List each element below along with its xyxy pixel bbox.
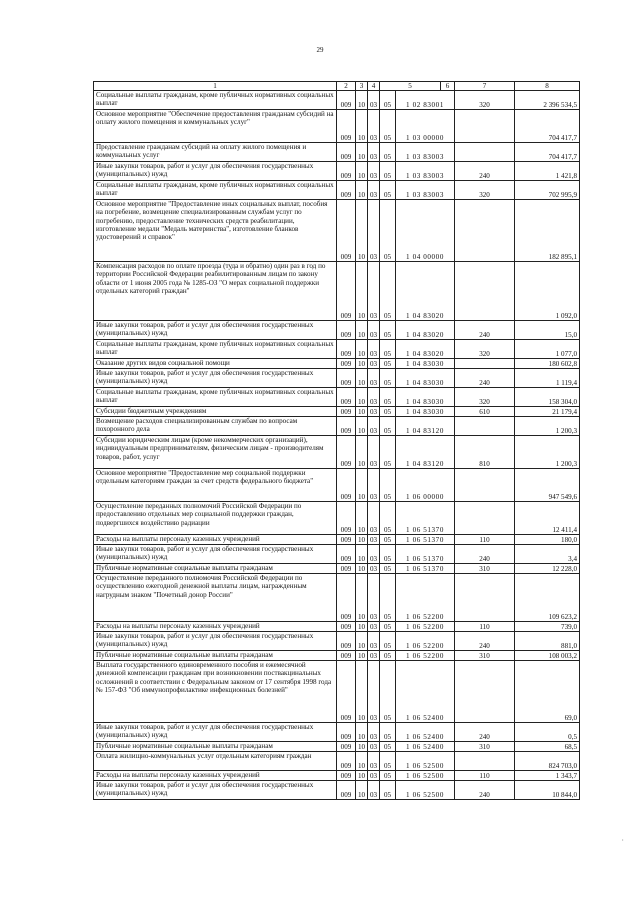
target-code-cell: 1 02 83001 [396, 91, 455, 110]
section-code-cell: 10 [356, 632, 368, 651]
expense-type-cell: 240 [455, 369, 515, 388]
section-code-cell: 10 [356, 771, 368, 781]
row-name: Осуществление переданного полномочия Российской Федерации по осуществлению ежегодной денежной выплаты лицам, награжденным нагрудным знаком "Почетный донор России" [94, 574, 337, 622]
sum-year-1-cell: 704 417,7 [515, 110, 580, 143]
section-code-cell: 10 [356, 564, 368, 574]
sum-year-1-cell: 1 092,0 [515, 262, 580, 321]
section-code-cell: 10 [356, 340, 368, 359]
subsection-code-cell: 03 [368, 661, 380, 723]
expense-type-cell: 320 [455, 91, 515, 110]
table-row [94, 545, 580, 564]
target-code-cell: 1 06 52200 [396, 622, 455, 632]
program-code-cell: 05 [380, 321, 396, 340]
table-row [94, 417, 580, 436]
subsection-code-cell: 03 [368, 752, 380, 771]
header-cell: 8 [515, 82, 580, 91]
row-name: Социальные выплаты гражданам, кроме публичных нормативных социальных выплат [94, 388, 337, 407]
target-code-cell: 1 06 00000 [396, 469, 455, 502]
program-code-cell: 05 [380, 407, 396, 417]
target-code-cell: 1 06 52500 [396, 771, 455, 781]
row-name: Субсидии бюджетным учреждениям [94, 407, 337, 417]
sum-year-1-cell: 1 200,3 [515, 436, 580, 469]
expense-type-cell: 110 [455, 535, 515, 545]
target-code-cell: 1 06 52500 [396, 752, 455, 771]
subsection-code-cell: 03 [368, 200, 380, 262]
expense-type-cell: 810 [455, 436, 515, 469]
row-name: Оплата жилищно-коммунальных услуг отдельным категориям граждан [94, 752, 337, 771]
table-row [94, 661, 580, 723]
target-code-cell: 1 06 52400 [396, 661, 455, 723]
target-code-cell: 1 06 52200 [396, 632, 455, 651]
table-row [94, 781, 580, 800]
sum-year-1-cell: 739,0 [515, 622, 580, 632]
row-name: Основное мероприятие "Предоставление мер социальной поддержки отдельным категориям граждан за счет средств федерального бюджета" [94, 469, 337, 502]
section-code-cell: 10 [356, 651, 368, 661]
subsection-code-cell: 03 [368, 321, 380, 340]
gr-code-cell: 009 [337, 340, 356, 359]
header-cell: 7 [455, 82, 515, 91]
expense-type-cell [455, 502, 515, 535]
sum-year-1-cell: 2 396 534,5 [515, 91, 580, 110]
row-name: Публичные нормативные социальные выплаты гражданам [94, 564, 337, 574]
target-code-cell: 1 06 51370 [396, 564, 455, 574]
row-name: Иные закупки товаров, работ и услуг для обеспечения государственных (муниципальных) нужд [94, 369, 337, 388]
section-code-cell: 10 [356, 369, 368, 388]
program-code-cell: 05 [380, 771, 396, 781]
header-cell: 4 [368, 82, 380, 91]
sum-year-1-cell: 15,0 [515, 321, 580, 340]
target-code-cell: 1 04 83020 [396, 340, 455, 359]
section-code-cell: 10 [356, 162, 368, 181]
row-name: Расходы на выплаты персоналу казенных учреждений [94, 535, 337, 545]
expense-type-cell: 110 [455, 622, 515, 632]
target-code-cell: 1 03 83003 [396, 143, 455, 162]
subsection-code-cell: 03 [368, 262, 380, 321]
subsection-code-cell: 03 [368, 502, 380, 535]
program-code-cell: 05 [380, 369, 396, 388]
table-row [94, 369, 580, 388]
program-code-cell: 05 [380, 535, 396, 545]
section-code-cell: 10 [356, 321, 368, 340]
target-code-cell: 1 06 51370 [396, 545, 455, 564]
subsection-code-cell: 03 [368, 781, 380, 800]
expense-type-cell: 240 [455, 781, 515, 800]
header-cell: 2 [337, 82, 356, 91]
row-name: Основное мероприятие "Предоставление иных социальных выплат, пособия на погребение, возмещение специализированным службам услуг по погребению, предоставление технических средств реабилитации, изготовление медали "Медаль материнства", изготовление бланков удостоверений и справок" [94, 200, 337, 262]
subsection-code-cell: 03 [368, 407, 380, 417]
program-code-cell: 05 [380, 91, 396, 110]
target-code-cell: 1 06 52500 [396, 781, 455, 800]
sum-year-1-cell: 881,0 [515, 632, 580, 651]
row-name: Иные закупки товаров, работ и услуг для обеспечения государственных (муниципальных) нужд [94, 162, 337, 181]
table-row [94, 771, 580, 781]
row-name: Компенсация расходов по оплате проезда (туда и обратно) один раз в год по территории Российской Федерации реабилитированным лицам по закону области от 1 июня 2005 года № 1285-ОЗ "О мерах социальной поддержки отдельных категорий граждан" [94, 262, 337, 321]
subsection-code-cell: 03 [368, 545, 380, 564]
gr-code-cell: 009 [337, 651, 356, 661]
row-name: Предоставление гражданам субсидий на оплату жилого помещения и коммунальных услуг [94, 143, 337, 162]
expense-type-cell: 310 [455, 651, 515, 661]
sum-year-1-cell: 704 417,7 [515, 143, 580, 162]
subsection-code-cell: 03 [368, 340, 380, 359]
table-row [94, 321, 580, 340]
program-code-cell: 05 [380, 359, 396, 369]
section-code-cell: 10 [356, 723, 368, 742]
target-code-cell: 1 03 00000 [396, 110, 455, 143]
target-code-cell: 1 04 83020 [396, 321, 455, 340]
expense-type-cell: 240 [455, 321, 515, 340]
sum-year-1-cell: 1 421,8 [515, 162, 580, 181]
gr-code-cell: 009 [337, 262, 356, 321]
program-code-cell: 05 [380, 632, 396, 651]
gr-code-cell: 009 [337, 110, 356, 143]
subsection-code-cell: 03 [368, 91, 380, 110]
gr-code-cell: 009 [337, 321, 356, 340]
subsection-code-cell: 03 [368, 143, 380, 162]
program-code-cell: 05 [380, 262, 396, 321]
gr-code-cell: 009 [337, 162, 356, 181]
expense-type-cell: 110 [455, 771, 515, 781]
program-code-cell: 05 [380, 388, 396, 407]
program-code-cell: 05 [380, 545, 396, 564]
target-code-cell: 1 04 83020 [396, 262, 455, 321]
section-code-cell: 10 [356, 262, 368, 321]
subsection-code-cell: 03 [368, 417, 380, 436]
table-row [94, 651, 580, 661]
expense-type-cell: 320 [455, 340, 515, 359]
gr-code-cell: 009 [337, 436, 356, 469]
gr-code-cell: 009 [337, 181, 356, 200]
expense-type-cell [455, 752, 515, 771]
sum-year-1-cell: 12 228,0 [515, 564, 580, 574]
header-cell: 1 [94, 82, 337, 91]
sum-year-1-cell: 180,0 [515, 535, 580, 545]
sum-year-1-cell: 109 623,2 [515, 574, 580, 622]
gr-code-cell: 009 [337, 574, 356, 622]
gr-code-cell: 009 [337, 469, 356, 502]
sum-year-1-cell: 824 703,0 [515, 752, 580, 771]
gr-code-cell: 009 [337, 622, 356, 632]
sum-year-1-cell: 1 119,4 [515, 369, 580, 388]
subsection-code-cell: 03 [368, 574, 380, 622]
subsection-code-cell: 03 [368, 535, 380, 545]
program-code-cell: 05 [380, 742, 396, 752]
program-code-cell: 05 [380, 651, 396, 661]
subsection-code-cell: 03 [368, 388, 380, 407]
gr-code-cell: 009 [337, 535, 356, 545]
section-code-cell: 10 [356, 469, 368, 502]
program-code-cell: 05 [380, 574, 396, 622]
sum-year-1-cell: 108 003,2 [515, 651, 580, 661]
gr-code-cell: 009 [337, 742, 356, 752]
row-name: Иные закупки товаров, работ и услуг для обеспечения государственных (муниципальных) нужд [94, 723, 337, 742]
expense-type-cell: 310 [455, 564, 515, 574]
gr-code-cell: 009 [337, 752, 356, 771]
program-code-cell: 05 [380, 340, 396, 359]
section-code-cell: 10 [356, 110, 368, 143]
section-code-cell: 10 [356, 752, 368, 771]
program-code-cell: 05 [380, 436, 396, 469]
target-code-cell: 1 06 52200 [396, 651, 455, 661]
expense-type-cell: 320 [455, 388, 515, 407]
row-name: Оказание других видов социальной помощи [94, 359, 337, 369]
target-code-cell: 1 04 83030 [396, 388, 455, 407]
subsection-code-cell: 03 [368, 622, 380, 632]
program-code-cell: 05 [380, 417, 396, 436]
section-code-cell: 10 [356, 388, 368, 407]
gr-code-cell: 009 [337, 632, 356, 651]
program-code-cell: 05 [380, 469, 396, 502]
sum-year-1-cell: 1 077,0 [515, 340, 580, 359]
table-row [94, 436, 580, 469]
section-code-cell: 10 [356, 200, 368, 262]
row-name: Выплата государственного единовременного пособия и ежемесячной денежной компенсации гражданам при возникновении поствакцинальных осложнений в соответствии с Федеральным законом от 17 сентября 1998 года № 157-ФЗ "Об иммунопрофилактике инфекционных болезней" [94, 661, 337, 723]
gr-code-cell: 009 [337, 545, 356, 564]
program-code-cell: 05 [380, 162, 396, 181]
header-cell: 6 [441, 82, 455, 91]
expense-type-cell: 310 [455, 742, 515, 752]
program-code-cell: 05 [380, 622, 396, 632]
table-row [94, 181, 580, 200]
expense-type-cell: 240 [455, 545, 515, 564]
row-name: Возмещение расходов специализированным службам по вопросам похоронного дела [94, 417, 337, 436]
table-row [94, 110, 580, 143]
table-row [94, 502, 580, 535]
expense-type-cell: 320 [455, 181, 515, 200]
section-code-cell: 10 [356, 407, 368, 417]
expense-type-cell [455, 469, 515, 502]
sum-year-1-cell: 947 549,6 [515, 469, 580, 502]
row-name: Иные закупки товаров, работ и услуг для обеспечения государственных (муниципальных) нужд [94, 632, 337, 651]
table-row [94, 622, 580, 632]
expense-type-cell [455, 661, 515, 723]
table-row [94, 723, 580, 742]
target-code-cell: 1 06 52200 [396, 574, 455, 622]
table-row [94, 752, 580, 771]
table-row [94, 742, 580, 752]
sum-year-1-cell: 180 602,8 [515, 359, 580, 369]
row-name: Социальные выплаты гражданам, кроме публичных нормативных социальных выплат [94, 91, 337, 110]
program-code-cell: 05 [380, 200, 396, 262]
program-code-cell: 05 [380, 564, 396, 574]
expense-type-cell [455, 143, 515, 162]
table-row [94, 143, 580, 162]
row-name: Основное мероприятие "Обеспечение предоставления гражданам субсидий на оплату жилого помещения и коммунальных услуг" [94, 110, 337, 143]
expense-type-cell: 240 [455, 162, 515, 181]
subsection-code-cell: 03 [368, 771, 380, 781]
sum-year-1-cell: 69,0 [515, 661, 580, 723]
gr-code-cell: 009 [337, 661, 356, 723]
program-code-cell: 05 [380, 661, 396, 723]
sum-year-1-cell: 3,4 [515, 545, 580, 564]
page-number: 29 [316, 46, 324, 54]
gr-code-cell: 009 [337, 388, 356, 407]
target-code-cell: 1 03 83003 [396, 162, 455, 181]
gr-code-cell: 009 [337, 502, 356, 535]
sum-year-1-cell: 0,5 [515, 723, 580, 742]
expense-type-cell: 240 [455, 723, 515, 742]
table-row [94, 388, 580, 407]
subsection-code-cell: 03 [368, 632, 380, 651]
gr-code-cell: 009 [337, 723, 356, 742]
program-code-cell: 05 [380, 110, 396, 143]
expense-type-cell [455, 574, 515, 622]
sum-year-1-cell: 12 411,4 [515, 502, 580, 535]
sum-year-1-cell: 68,5 [515, 742, 580, 752]
target-code-cell: 1 06 52400 [396, 723, 455, 742]
program-code-cell: 05 [380, 181, 396, 200]
expense-type-cell: 240 [455, 632, 515, 651]
row-name: Иные закупки товаров, работ и услуг для обеспечения государственных (муниципальных) нужд [94, 781, 337, 800]
row-name: Публичные нормативные социальные выплаты гражданам [94, 742, 337, 752]
subsection-code-cell: 03 [368, 162, 380, 181]
table-row [94, 162, 580, 181]
row-name: Иные закупки товаров, работ и услуг для обеспечения государственных (муниципальных) нужд [94, 545, 337, 564]
row-name: Иные закупки товаров, работ и услуг для обеспечения государственных (муниципальных) нужд [94, 321, 337, 340]
table-row [94, 535, 580, 545]
table-row [94, 359, 580, 369]
section-code-cell: 10 [356, 545, 368, 564]
section-code-cell: 10 [356, 417, 368, 436]
target-code-cell: 1 04 83030 [396, 359, 455, 369]
table-row [94, 340, 580, 359]
subsection-code-cell: 03 [368, 110, 380, 143]
target-code-cell: 1 06 52400 [396, 742, 455, 752]
expense-type-cell: 610 [455, 407, 515, 417]
subsection-code-cell: 03 [368, 436, 380, 469]
target-code-cell: 1 06 51370 [396, 502, 455, 535]
subsection-code-cell: 03 [368, 181, 380, 200]
expense-type-cell [455, 262, 515, 321]
section-code-cell: 10 [356, 436, 368, 469]
subsection-code-cell: 03 [368, 564, 380, 574]
table-row [94, 469, 580, 502]
program-code-cell: 05 [380, 143, 396, 162]
target-code-cell: 1 04 83120 [396, 417, 455, 436]
subsection-code-cell: 03 [368, 723, 380, 742]
section-code-cell: 10 [356, 91, 368, 110]
sum-year-1-cell: 10 844,0 [515, 781, 580, 800]
sum-year-1-cell: 1 343,7 [515, 771, 580, 781]
table-header-row [94, 82, 580, 91]
section-code-cell: 10 [356, 574, 368, 622]
subsection-code-cell: 03 [368, 651, 380, 661]
table-row [94, 200, 580, 262]
sum-year-1-cell: 158 304,0 [515, 388, 580, 407]
expense-type-cell [455, 417, 515, 436]
row-name: Расходы на выплаты персоналу казенных учреждений [94, 622, 337, 632]
expense-type-cell [455, 359, 515, 369]
target-code-cell: 1 04 00000 [396, 200, 455, 262]
gr-code-cell: 009 [337, 200, 356, 262]
gr-code-cell: 009 [337, 407, 356, 417]
subsection-code-cell: 03 [368, 359, 380, 369]
gr-code-cell: 009 [337, 91, 356, 110]
section-code-cell: 10 [356, 181, 368, 200]
subsection-code-cell: 03 [368, 742, 380, 752]
expense-type-cell [455, 200, 515, 262]
header-cell: 5 [380, 82, 441, 91]
program-code-cell: 05 [380, 502, 396, 535]
gr-code-cell: 009 [337, 781, 356, 800]
program-code-cell: 05 [380, 752, 396, 771]
row-name: Осуществление переданных полномочий Российской Федерации по предоставлению отдельных мер социальной поддержки граждан, подвергшихся воздействию радиации [94, 502, 337, 535]
target-code-cell: 1 03 83003 [396, 181, 455, 200]
target-code-cell: 1 06 51370 [396, 535, 455, 545]
subsection-code-cell: 03 [368, 469, 380, 502]
subsection-code-cell: 03 [368, 369, 380, 388]
row-name: Субсидии юридическим лицам (кроме некоммерческих организаций), индивидуальным предпринимателям, физическим лицам - производителям товаров, работ, услуг [94, 436, 337, 469]
program-code-cell: 05 [380, 781, 396, 800]
row-name: Расходы на выплаты персоналу казенных учреждений [94, 771, 337, 781]
table-row [94, 632, 580, 651]
budget-table [93, 81, 580, 800]
section-code-cell: 10 [356, 359, 368, 369]
row-name: Социальные выплаты гражданам, кроме публичных нормативных социальных выплат [94, 340, 337, 359]
margin-mark: · [621, 836, 624, 845]
target-code-cell: 1 04 83030 [396, 407, 455, 417]
section-code-cell: 10 [356, 502, 368, 535]
sum-year-1-cell: 182 895,1 [515, 200, 580, 262]
section-code-cell: 10 [356, 661, 368, 723]
section-code-cell: 10 [356, 781, 368, 800]
gr-code-cell: 009 [337, 369, 356, 388]
program-code-cell: 05 [380, 723, 396, 742]
table-row [94, 262, 580, 321]
section-code-cell: 10 [356, 535, 368, 545]
gr-code-cell: 009 [337, 359, 356, 369]
row-name: Публичные нормативные социальные выплаты гражданам [94, 651, 337, 661]
table-row [94, 564, 580, 574]
row-name: Социальные выплаты гражданам, кроме публичных нормативных социальных выплат [94, 181, 337, 200]
expense-type-cell [455, 110, 515, 143]
sum-year-1-cell: 702 995,9 [515, 181, 580, 200]
gr-code-cell: 009 [337, 417, 356, 436]
table-row [94, 407, 580, 417]
target-code-cell: 1 04 83120 [396, 436, 455, 469]
table-row [94, 574, 580, 622]
gr-code-cell: 009 [337, 771, 356, 781]
section-code-cell: 10 [356, 742, 368, 752]
gr-code-cell: 009 [337, 143, 356, 162]
section-code-cell: 10 [356, 622, 368, 632]
section-code-cell: 10 [356, 143, 368, 162]
table-row [94, 91, 580, 110]
header-cell: 3 [356, 82, 368, 91]
sum-year-1-cell: 1 200,3 [515, 417, 580, 436]
sum-year-1-cell: 21 179,4 [515, 407, 580, 417]
target-code-cell: 1 04 83030 [396, 369, 455, 388]
gr-code-cell: 009 [337, 564, 356, 574]
